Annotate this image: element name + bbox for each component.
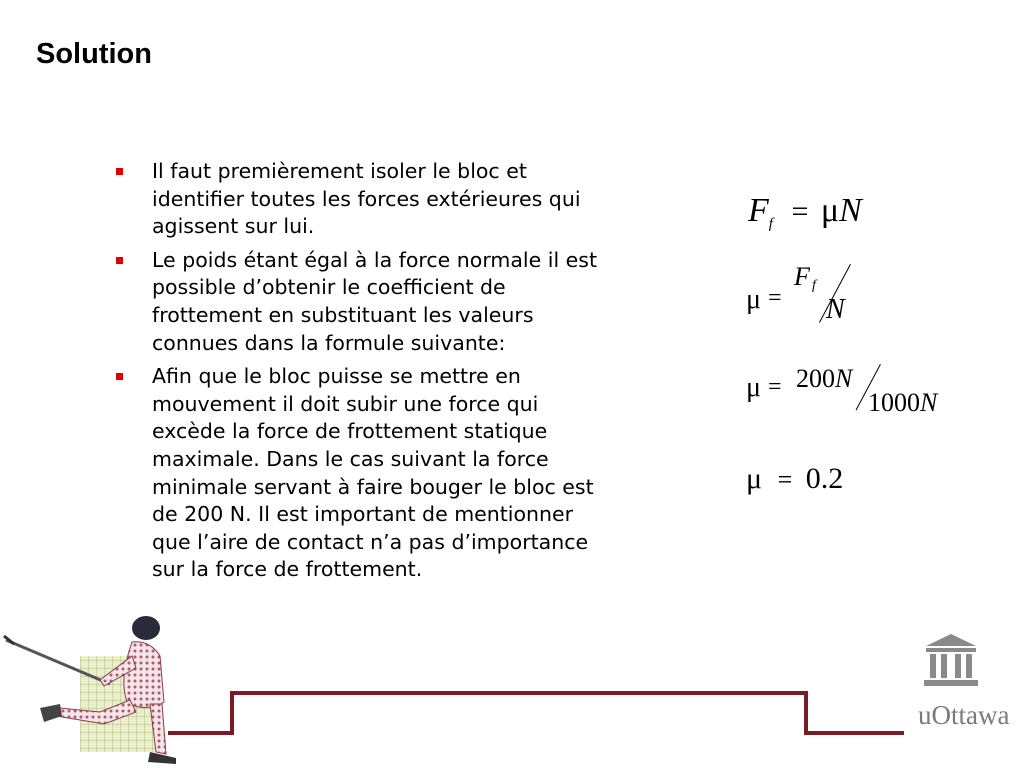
eq-symbol-mu: μ xyxy=(746,372,762,403)
bullet-text: Le poids étant égal à la force normale il est possible d’obtenir le coefficient de frottement en substituant les valeurs connues dans la formule suivante: xyxy=(152,247,597,355)
bullet-item xyxy=(112,158,612,241)
university-logo-text: uOttawa xyxy=(918,700,1010,730)
bullet-item xyxy=(112,247,612,357)
eq-numerator: 200 xyxy=(796,364,835,393)
equation-substitution xyxy=(746,360,956,420)
eq-equals: = xyxy=(777,465,793,494)
bullet-text: Afin que le bloc puisse se mettre en mouvement il doit subir une force qui excède la force de frottement statique maximale. Dans le cas suivant la force minimale servant à faire bouger le bloc est de 200 N. Il est important de mentionner que l’aire de contact n’a pas d’importance sur la force de frottement. xyxy=(152,364,594,582)
eq-value: 0.2 xyxy=(805,462,844,495)
eq-symbol-mu: μ xyxy=(746,462,763,495)
eq-denominator: 1000 xyxy=(868,388,920,417)
eq-symbol-N: N xyxy=(920,388,938,417)
bullet-text: Il faut premièrement isoler le bloc et identifier toutes les forces extérieures qui agissent sur lui. xyxy=(152,159,581,239)
eq-subscript-f: f xyxy=(768,216,773,232)
baseline-step xyxy=(804,691,808,735)
eq-symbol-N: N xyxy=(826,294,845,325)
eq-subscript-f: f xyxy=(812,278,816,293)
baseline-segment xyxy=(804,731,904,735)
bullet-list xyxy=(112,158,612,590)
eq-symbol-mu: μ xyxy=(820,192,840,229)
eq-equals: = xyxy=(768,374,782,400)
baseline-segment xyxy=(230,691,808,695)
bullet-marker xyxy=(116,257,123,264)
equation-mu-definition xyxy=(746,256,866,336)
fencer-illustration xyxy=(0,612,200,768)
equation-friction-force xyxy=(748,192,862,230)
eq-symbol-F: F xyxy=(794,262,810,291)
equation-result xyxy=(746,462,843,496)
eq-equals: = xyxy=(791,195,809,228)
eq-equals: = xyxy=(768,285,782,311)
university-logo-icon xyxy=(916,630,986,694)
bullet-item xyxy=(112,363,612,584)
bullet-marker xyxy=(116,373,123,380)
eq-symbol-F: F xyxy=(748,192,769,229)
baseline-step xyxy=(230,691,234,735)
slide-title: Solution xyxy=(36,38,152,70)
eq-symbol-N: N xyxy=(835,364,853,393)
eq-symbol-N: N xyxy=(839,192,862,229)
eq-symbol-mu: μ xyxy=(746,284,762,315)
bullet-marker xyxy=(116,168,123,175)
